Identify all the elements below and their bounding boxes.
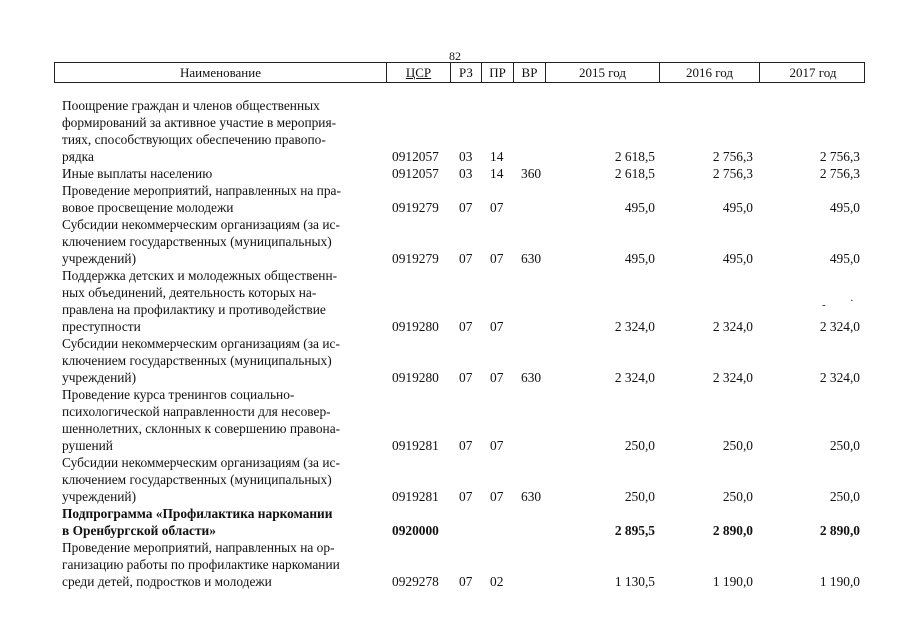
row-name-line: рядка — [62, 149, 94, 164]
cell-v2015: 250,0 — [624, 438, 655, 453]
cell-csr: 0912057 — [392, 166, 439, 181]
row-name-line: рушений — [62, 438, 113, 453]
header-name: Наименование — [55, 63, 387, 82]
cell-csr: 0912057 — [392, 149, 439, 164]
cell-csr: 0919279 — [392, 200, 439, 215]
row-name-line: ключением государственных (муниципальных) — [62, 234, 332, 249]
cell-v2016: 495,0 — [722, 251, 753, 266]
cell-v2015: 2 618,5 — [614, 149, 655, 164]
cell-csr: 0919281 — [392, 489, 439, 504]
cell-v2015: 495,0 — [624, 200, 655, 215]
header-csr: ЦСР — [387, 63, 451, 82]
cell-v2017: 2 890,0 — [819, 523, 860, 538]
cell-v2015: 2 618,5 — [614, 166, 655, 181]
cell-v2017: 2 756,3 — [819, 149, 860, 164]
header-pr: ПР — [482, 63, 514, 82]
cell-v2015: 2 895,5 — [614, 523, 655, 538]
row-name-line: правлена на профилактику и противодействие — [62, 302, 326, 317]
cell-pr: 07 — [490, 200, 504, 215]
cell-v2016: 2 890,0 — [712, 523, 753, 538]
row-name-line: Поддержка детских и молодежных общественн- — [62, 268, 338, 283]
cell-rz: 07 — [459, 251, 473, 266]
row-name-line: учреждений) — [62, 370, 137, 385]
header-vr: ВР — [514, 63, 546, 82]
cell-rz: 07 — [459, 489, 473, 504]
row-name-line: Проведение курса тренингов социально- — [62, 387, 295, 402]
cell-v2016: 1 190,0 — [712, 574, 753, 589]
page-number: 82 — [449, 49, 461, 63]
row-name-line: в Оренбургской области» — [62, 523, 216, 538]
cell-v2015: 2 324,0 — [614, 319, 655, 334]
cell-v2017: 495,0 — [829, 200, 860, 215]
cell-csr: 0929278 — [392, 574, 439, 589]
cell-v2015: 1 130,5 — [614, 574, 655, 589]
header-2017: 2017 год — [789, 65, 837, 80]
cell-rz: 07 — [459, 438, 473, 453]
cell-v2016: 2 756,3 — [712, 166, 753, 181]
cell-v2017: 2 756,3 — [819, 166, 860, 181]
cell-vr: 360 — [521, 166, 542, 181]
row-name-line: Субсидии некоммерческим организациям (за ис- — [62, 455, 340, 470]
row-name-line: учреждений) — [62, 489, 137, 504]
cell-v2017: 250,0 — [829, 438, 860, 453]
row-name-line: Проведение мероприятий, направленных на пра- — [62, 183, 341, 198]
row-name-line: преступности — [62, 319, 141, 334]
header-2016: 2016 год — [660, 63, 760, 82]
row-name-line: Подпрограмма «Профилактика наркомании — [62, 506, 333, 521]
cell-v2015: 495,0 — [624, 251, 655, 266]
row-name-line: ключением государственных (муниципальных) — [62, 353, 332, 368]
row-name-line: среди детей, подростков и молодежи — [62, 574, 272, 589]
row-name-line: шеннолетних, склонных к совершению правона- — [62, 421, 341, 436]
cell-rz: 07 — [459, 574, 473, 589]
cell-v2016: 2 324,0 — [712, 370, 753, 385]
cell-v2016: 250,0 — [722, 438, 753, 453]
cell-v2017: 495,0 — [829, 251, 860, 266]
cell-pr: 07 — [490, 319, 504, 334]
cell-pr: 07 — [490, 489, 504, 504]
scan-mark: - — [822, 299, 826, 311]
row-name-line: ключением государственных (муниципальных) — [62, 472, 332, 487]
row-name-line: Поощрение граждан и членов общественных — [62, 98, 320, 113]
cell-v2017: 1 190,0 — [819, 574, 860, 589]
cell-v2015: 250,0 — [624, 489, 655, 504]
row-name-line: формирований за активное участие в мероприя- — [62, 115, 337, 130]
cell-rz: 03 — [459, 166, 473, 181]
cell-v2016: 2 756,3 — [712, 149, 753, 164]
cell-rz: 03 — [459, 149, 473, 164]
cell-csr: 0919279 — [392, 251, 439, 266]
cell-pr: 07 — [490, 370, 504, 385]
cell-v2017: 2 324,0 — [819, 319, 860, 334]
cell-v2016: 2 324,0 — [712, 319, 753, 334]
row-name-line: психологической направленности для несовер- — [62, 404, 331, 419]
cell-vr: 630 — [521, 370, 542, 385]
cell-csr: 0919281 — [392, 438, 439, 453]
table-header — [54, 62, 865, 83]
cell-csr: 0919280 — [392, 370, 439, 385]
row-name-line: учреждений) — [62, 251, 137, 266]
row-name-line: ганизацию работы по профилактике наркомании — [62, 557, 340, 572]
cell-v2017: 2 324,0 — [819, 370, 860, 385]
row-name-line: вовое просвещение молодежи — [62, 200, 234, 215]
cell-csr: 0919280 — [392, 319, 439, 334]
row-name-line: ных объединений, деятельность которых на- — [62, 285, 317, 300]
cell-rz: 07 — [459, 319, 473, 334]
scan-mark: · — [850, 295, 854, 307]
row-name-line: Проведение мероприятий, направленных на ор- — [62, 540, 335, 555]
cell-csr: 0920000 — [392, 523, 439, 538]
cell-v2016: 250,0 — [722, 489, 753, 504]
cell-v2017: 250,0 — [829, 489, 860, 504]
cell-rz: 07 — [459, 370, 473, 385]
cell-pr: 07 — [490, 251, 504, 266]
row-name-line: Субсидии некоммерческим организациям (за ис- — [62, 336, 340, 351]
cell-v2016: 495,0 — [722, 200, 753, 215]
cell-rz: 07 — [459, 200, 473, 215]
row-name-line: Иные выплаты населению — [62, 166, 213, 181]
row-name-line: Субсидии некоммерческим организациям (за ис- — [62, 217, 340, 232]
header-rz: РЗ — [451, 63, 482, 82]
cell-vr: 630 — [521, 251, 542, 266]
cell-pr: 02 — [490, 574, 504, 589]
cell-pr: 14 — [490, 149, 504, 164]
cell-pr: 14 — [490, 166, 504, 181]
row-name-line: тиях, способствующих обеспечению правопо- — [62, 132, 326, 147]
header-2015: 2015 год — [546, 63, 660, 82]
cell-v2015: 2 324,0 — [614, 370, 655, 385]
cell-vr: 630 — [521, 489, 542, 504]
cell-pr: 07 — [490, 438, 504, 453]
